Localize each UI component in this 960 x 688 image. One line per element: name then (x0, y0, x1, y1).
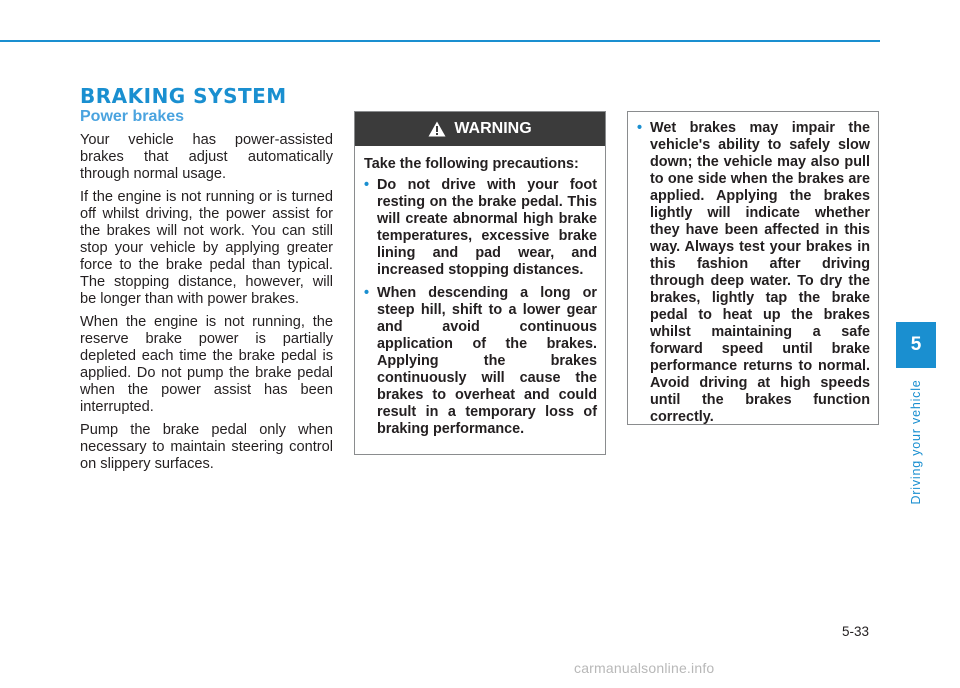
warning-continued-body (628, 112, 878, 426)
paragraph: Pump the brake pedal only when necessary to maintain steering control on slippery surfaces. (80, 422, 333, 472)
chapter-number: 5 (910, 334, 922, 355)
bullet-icon: • (364, 285, 370, 301)
warning-triangle-icon (428, 121, 446, 137)
list-item-text: Do not drive with your foot resting on the brake pedal. This will create abnormal high brake temperatures, excessive brake lining and pad wear, and increased stopping distances. (377, 177, 597, 278)
warning-intro: Take the following precautions: (364, 156, 579, 172)
power-brakes-heading: Power brakes (80, 108, 185, 125)
paragraph: If the engine is not running or is turned off whilst driving, the power assist for the brakes will not work. You can still stop your vehicle by applying greater force to the brake pedal than typical. The stopping distance, however, will be longer than with power brakes. (80, 189, 333, 307)
warning-header (355, 112, 605, 146)
warning-body (355, 146, 605, 438)
watermark: carmanualsonline.info (574, 660, 715, 676)
power-brakes-text (80, 132, 333, 479)
warning-list (364, 177, 597, 438)
warning-continued-box (627, 111, 879, 425)
paragraph: Your vehicle has power-assisted brakes that adjust automatically through normal usage. (80, 132, 333, 182)
list-item-text: When descending a long or steep hill, shift to a lower gear and avoid continuous application of the brakes. Applying the brakes continuously will cause the brakes to overheat and could result in a temporary loss of braking performance. (377, 285, 597, 437)
list-item (364, 285, 597, 438)
paragraph: When the engine is not running, the reserve brake power is partially depleted each time the brake pedal is applied. Do not pump the brake pedal when the power assist has been interrupted. (80, 314, 333, 415)
top-rule (0, 40, 880, 42)
list-item-text: Wet brakes may impair the vehicle's ability to safely slow down; the vehicle may also pull to one side when the brakes are applied. Applying the brakes lightly will indicate whether they have been affected in this way. Always test your brakes in this fashion after driving through deep water. To dry the brakes, lightly tap the brake pedal to heat up the brakes whilst maintaining a safe forward speed until brake performance returns to normal. Avoid driving at high speeds until the brakes function correctly. (650, 120, 870, 425)
warning-continued-list (637, 120, 870, 426)
list-item (637, 120, 870, 426)
chapter-label: Driving your vehicle (909, 379, 923, 505)
warning-title: WARNING (454, 120, 532, 137)
section-title: BRAKING SYSTEM (80, 84, 287, 108)
page-number: 5-33 (842, 624, 870, 639)
list-item (364, 177, 597, 279)
warning-box (354, 111, 606, 455)
bullet-icon: • (364, 177, 370, 193)
bullet-icon: • (637, 120, 643, 136)
chapter-tab (896, 322, 936, 368)
